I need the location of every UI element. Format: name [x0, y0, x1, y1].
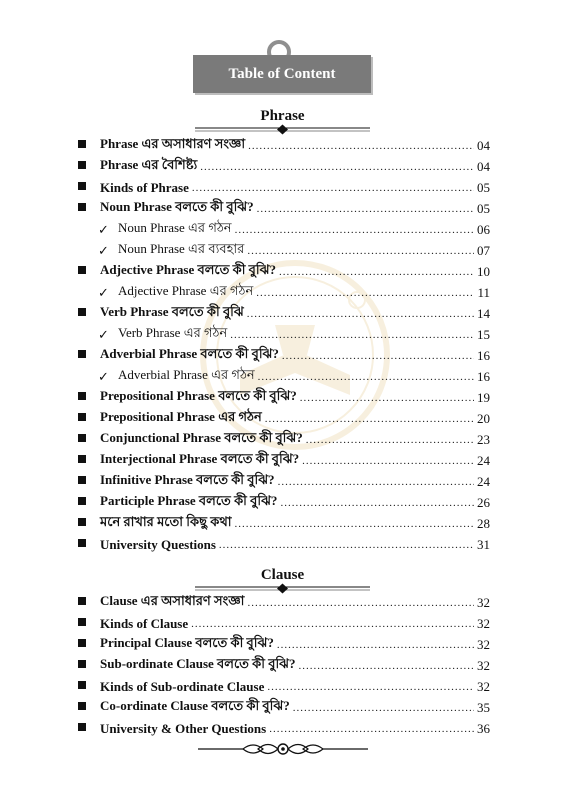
square-bullet-icon: [78, 681, 100, 692]
square-bullet-icon: [78, 308, 100, 319]
dot-leader: [279, 266, 474, 278]
toc-entry: [78, 408, 490, 429]
toc-entry-page: 32: [477, 657, 490, 673]
square-bullet-icon: [78, 497, 100, 508]
toc-entry-page: 20: [477, 410, 490, 426]
title-banner: [193, 40, 371, 98]
toc-entry-page: 24: [477, 452, 490, 468]
square-bullet-icon: [78, 660, 100, 671]
toc-entry-page: 35: [477, 699, 490, 715]
toc-entry: [98, 240, 490, 261]
dot-leader: [247, 308, 474, 320]
toc-entry-page: 24: [477, 473, 490, 489]
toc-entry: [78, 135, 490, 156]
square-bullet-icon: [78, 413, 100, 424]
toc-entry-page: 32: [477, 594, 490, 610]
dot-leader: [282, 350, 474, 362]
section-title-clause: Clause: [260, 567, 305, 583]
toc-entry-page: 16: [477, 368, 490, 384]
dot-leader: [247, 245, 474, 257]
toc-entry-label: Principal Clause বলতে কী বুঝি?: [100, 635, 274, 650]
square-bullet-icon: [78, 350, 100, 361]
toc-entry: [78, 198, 490, 219]
square-bullet-icon: [78, 203, 100, 214]
toc-entry-label: মনে রাখার মতো কিছু কথা: [100, 514, 232, 529]
dot-leader: [306, 434, 474, 446]
toc-entry-page: 11: [477, 284, 490, 300]
toc-entry-label: Adjective Phrase এর গঠন: [118, 283, 254, 298]
check-icon: ✓: [98, 284, 109, 300]
dot-leader: [280, 497, 474, 509]
dot-leader: [277, 639, 474, 651]
dot-leader: [258, 371, 474, 383]
square-bullet-icon: [78, 639, 100, 650]
toc-entry: [78, 429, 490, 450]
toc-entry-label: University Questions: [100, 536, 216, 552]
section-title-phrase: Phrase: [260, 108, 305, 124]
toc-entry-page: 36: [477, 720, 490, 736]
toc-entry-label: Adverbial Phrase এর গঠন: [118, 367, 255, 382]
toc-entry-label: Infinitive Phrase বলতে কী বুঝি?: [100, 472, 275, 487]
toc-entry-label: Adverbial Phrase বলতে কী বুঝি?: [100, 346, 279, 361]
square-bullet-icon: [78, 723, 100, 734]
toc-entry-page: 19: [477, 389, 490, 405]
toc-entry: [78, 177, 490, 198]
toc-entry-page: 28: [477, 515, 490, 531]
square-bullet-icon: [78, 434, 100, 445]
toc-entry: [78, 676, 490, 697]
dot-leader: [235, 224, 474, 236]
square-bullet-icon: [78, 597, 100, 608]
toc-entry-label: Noun Phrase এর ব্যবহার: [118, 241, 245, 256]
toc-entry-page: 26: [477, 494, 490, 510]
toc-entry-page: 32: [477, 636, 490, 652]
toc-entry-label: Co-ordinate Clause বলতে কী বুঝি?: [100, 698, 290, 713]
check-icon: ✓: [98, 221, 109, 237]
toc-entry: [78, 345, 490, 366]
toc-entry-label: Phrase এর বৈশিষ্ট্য: [100, 157, 198, 172]
toc-entry: [78, 303, 490, 324]
dot-leader: [256, 287, 474, 299]
toc-entry-label: Sub-ordinate Clause বলতে কী বুঝি?: [100, 656, 296, 671]
toc-entry-page: 05: [477, 179, 490, 195]
toc-entry-label: Noun Phrase বলতে কী বুঝি?: [100, 199, 254, 214]
toc-entry: [78, 718, 490, 739]
toc-entry-label: Noun Phrase এর গঠন: [118, 220, 232, 235]
square-bullet-icon: [78, 266, 100, 277]
toc-entry-label: Prepositional Phrase বলতে কী বুঝি?: [100, 388, 297, 403]
toc-entry-page: 32: [477, 678, 490, 694]
toc-entry: [98, 324, 490, 345]
toc-entry-label: Adjective Phrase বলতে কী বুঝি?: [100, 262, 276, 277]
toc-entry-page: 04: [477, 137, 490, 153]
toc-entry-label: Conjunctional Phrase বলতে কী বুঝি?: [100, 430, 303, 445]
square-bullet-icon: [78, 518, 100, 529]
toc-entry-page: 04: [477, 158, 490, 174]
toc-entry-label: Clause এর অসাধারণ সংজ্ঞা: [100, 593, 245, 608]
bottom-ornament-icon: [198, 740, 368, 758]
toc-entry: [78, 634, 490, 655]
square-bullet-icon: [78, 161, 100, 172]
dot-leader: [230, 329, 474, 341]
toc-entry: [78, 534, 490, 555]
dot-leader: [267, 681, 474, 693]
toc-entry-page: 10: [477, 263, 490, 279]
dot-leader: [302, 455, 474, 467]
toc-entry-label: University & Other Questions: [100, 720, 267, 736]
toc-entry-page: 16: [477, 347, 490, 363]
toc-entry: [78, 387, 490, 408]
dot-leader: [257, 203, 474, 215]
square-bullet-icon: [78, 618, 100, 629]
toc-entry: [78, 261, 490, 282]
dot-leader: [191, 618, 474, 630]
toc-entry-page: 32: [477, 615, 490, 631]
dot-leader: [235, 518, 474, 530]
toc-entry-label: Phrase এর অসাধারণ সংজ্ঞা: [100, 136, 246, 151]
square-bullet-icon: [78, 455, 100, 466]
toc-entry-label: Verb Phrase বলতে কী বুঝি: [100, 304, 244, 319]
toc-entry: [78, 697, 490, 718]
toc-entry-page: 14: [477, 305, 490, 321]
toc-entry-label: Verb Phrase এর গঠন: [118, 325, 228, 340]
dot-leader: [219, 539, 474, 551]
square-bullet-icon: [78, 539, 100, 550]
toc-entry: [78, 450, 490, 471]
check-icon: ✓: [98, 326, 109, 342]
square-bullet-icon: [78, 140, 100, 151]
dot-leader: [269, 723, 474, 735]
dot-leader: [192, 182, 474, 194]
toc-entry-label: Kinds of Clause: [100, 615, 189, 631]
check-icon: ✓: [98, 368, 109, 384]
toc-entry: [78, 156, 490, 177]
toc-entry-page: 07: [477, 242, 490, 258]
toc-entry: [78, 513, 490, 534]
page-title: Table of Content: [193, 55, 371, 93]
toc-entry: [78, 471, 490, 492]
toc-entry-label: Prepositional Phrase এর গঠন: [100, 409, 262, 424]
toc-entry-page: 23: [477, 431, 490, 447]
dot-leader: [278, 476, 474, 488]
dot-leader: [200, 161, 474, 173]
toc-entry: [98, 282, 490, 303]
toc-entry-page: 15: [477, 326, 490, 342]
toc-entry: [78, 492, 490, 513]
toc-entry: [78, 613, 490, 634]
dot-leader: [293, 702, 474, 714]
toc-entry: [98, 366, 490, 387]
check-icon: ✓: [98, 242, 109, 258]
toc-entry-label: Interjectional Phrase বলতে কী বুঝি?: [100, 451, 300, 466]
square-bullet-icon: [78, 392, 100, 403]
toc-entry: [98, 219, 490, 240]
toc-entry: [78, 655, 490, 676]
dot-leader: [265, 413, 474, 425]
toc-entry-label: Kinds of Phrase: [100, 179, 189, 195]
square-bullet-icon: [78, 702, 100, 713]
toc-entry-page: 31: [477, 536, 490, 552]
dot-leader: [248, 140, 474, 152]
toc-entry: [78, 592, 490, 613]
toc-entry-page: 05: [477, 200, 490, 216]
square-bullet-icon: [78, 476, 100, 487]
dot-leader: [247, 597, 474, 609]
toc-entry-label: Kinds of Sub-ordinate Clause: [100, 678, 265, 694]
dot-leader: [299, 660, 474, 672]
toc-entry-page: 06: [477, 221, 490, 237]
dot-leader: [300, 392, 474, 404]
toc-entry-label: Participle Phrase বলতে কী বুঝি?: [100, 493, 278, 508]
square-bullet-icon: [78, 182, 100, 193]
